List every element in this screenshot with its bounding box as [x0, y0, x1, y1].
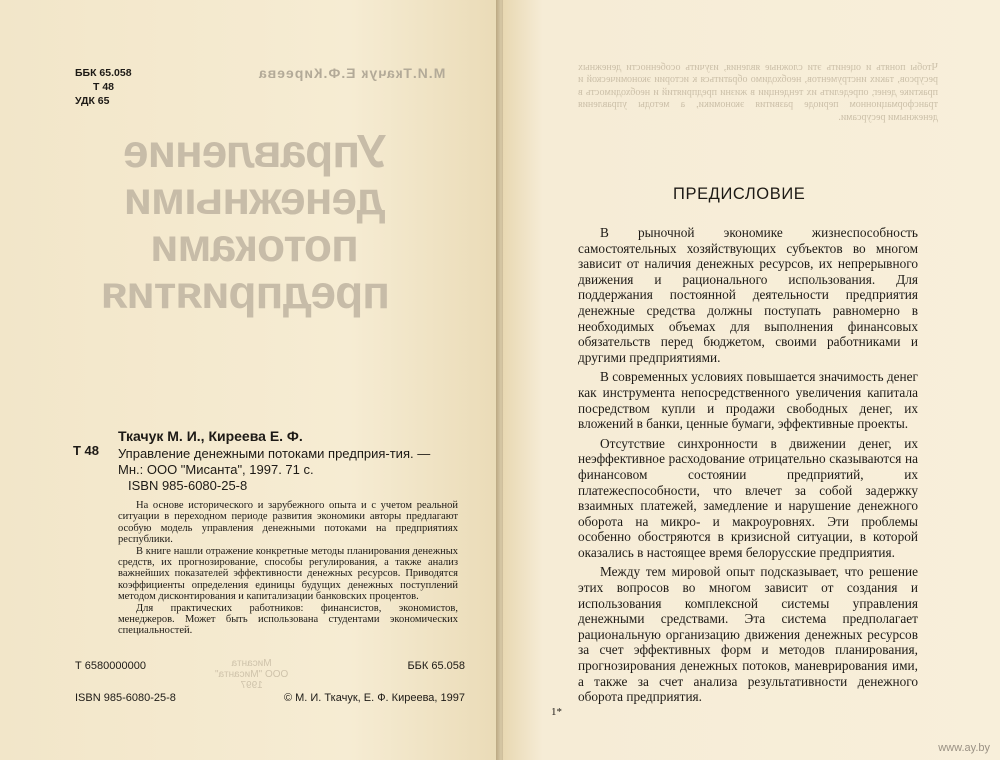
bbk-code: ББК 65.058 [75, 67, 132, 79]
isbn-bottom: ISBN 985-6080-25-8 [75, 692, 176, 704]
udk-code: УДК 65 [75, 95, 110, 107]
classification-codes [75, 66, 132, 108]
authors: Ткачук М. И., Киреева Е. Ф. [118, 428, 303, 444]
preface-paragraph: В рыночной экономике жизнеспособность самостоятельных хозяйствующих субъектов во многом зависит от наличия денежных ресурсов, их непрерывного движения и рационального использования. Для поддержания постоянной деятельности предприятия денежные средства должны поступать равномерно в необходимых объемах для выполнения финансовых обязательств перед бюджетом, своими работниками и другими предприятиями. [578, 225, 918, 365]
citation: Управление денежными потоками предприя-тия. — Мн.: ООО "Мисанта", 1997. 71 с. [118, 446, 431, 477]
annotation-paragraph: В книге нашли отражение конкретные методы планирования денежных средств, их прогнозирование, способы регулирования, а также анализ важнейших показателей эффективности денежных ресурсов. Приводятся коэффициенты определения единицы будущих денежных поступлений методом дисконтирования и капитализации банковских процентов. [118, 545, 458, 603]
bibliographic-code: Т 48 [73, 443, 100, 458]
show-through-authors: М.И.Ткачук Е.Ф.Киреева [258, 65, 446, 81]
annotation [118, 500, 458, 637]
show-through-text [578, 62, 938, 124]
signature-mark: 1* [551, 706, 562, 718]
show-through-paragraph: Чтобы понять и оценить эти сложные явления, изучить особенности денежных ресурсов, таких инструментов, необходимо обратиться к истории экономической и практике денег, определить их тенденции в жизни предприятий и необходимость в трансформационном периоде развития экономики, а методы управления денежными ресурсами. [578, 62, 938, 123]
annotation-paragraph: На основе исторического и зарубежного опыта и с учетом реальной ситуации в переходном периоде развития экономики авторы предлагают особую модель управления денежными потоками на предприятиях республики. [118, 500, 458, 546]
preface-paragraph: Между тем мировой опыт подсказывает, что решение этих вопросов во многом зависит от создания и использования комплексной системы управления денежными средствами. Эта система предполагает рациональную организацию движения денежных ресурсов за счет эффективных форм и методов планирования, прогнозирования денежных потоков, маневрирования ими, а также за счет анализа результативности денежного оборота предприятия. [578, 564, 918, 705]
show-through-title-line: предприятия [101, 266, 390, 318]
preface-paragraph: В современных условиях повышается значимость денег как инструмента непосредственного увеличения капитала посредством купли и продажи свободных денег, их вложений в банки, ценные бумаги, эффективные проекты. [578, 369, 918, 432]
annotation-paragraph: Для практических работников: финансистов, экономистов, менеджеров. Может быть использована студентами экономических специальностей. [118, 602, 458, 637]
copyright: © М. И. Ткачук, Е. Ф. Киреева, 1997 [283, 692, 465, 704]
show-through-title-line: потоками [151, 219, 359, 271]
show-through-publisher-line: Мисанта [231, 658, 272, 669]
show-through-title-line: Управление [124, 125, 386, 177]
page-title: ПРЕДИСЛОВИЕ [673, 185, 806, 203]
show-through-title-line: денежными [124, 172, 386, 224]
preface-body [578, 225, 918, 709]
show-through-publisher-line: 1997 [240, 680, 263, 691]
right-page [503, 0, 1000, 760]
author-mark: Т 48 [93, 81, 115, 93]
watermark: www.ay.by [938, 742, 990, 754]
isbn-line: ISBN 985-6080-25-8 [128, 478, 248, 493]
preface-paragraph: Отсутствие синхронности в движении денег, их неэффективное расходование отрицательно сказываются на финансовом состоянии предприятий, их платежеспособности, что влечет за собой задержку взаимных платежей, замедление и нарушение денежного оборота на микро- и макроуровнях. Эти проблемы особенно обостряются в кризисной ситуации, в которой оказались в настоящее время белорусские предприятия. [578, 435, 918, 560]
imprint-isbn-row [75, 692, 465, 704]
bbk-bottom: ББК 65.058 [407, 660, 465, 672]
bibliographic-record [118, 428, 458, 494]
show-through-title [101, 125, 390, 318]
imprint-codes-row [75, 660, 465, 672]
show-through-publisher-line: ООО "Мисанта" [215, 669, 289, 680]
catalog-code: Т 6580000000 [75, 660, 146, 672]
